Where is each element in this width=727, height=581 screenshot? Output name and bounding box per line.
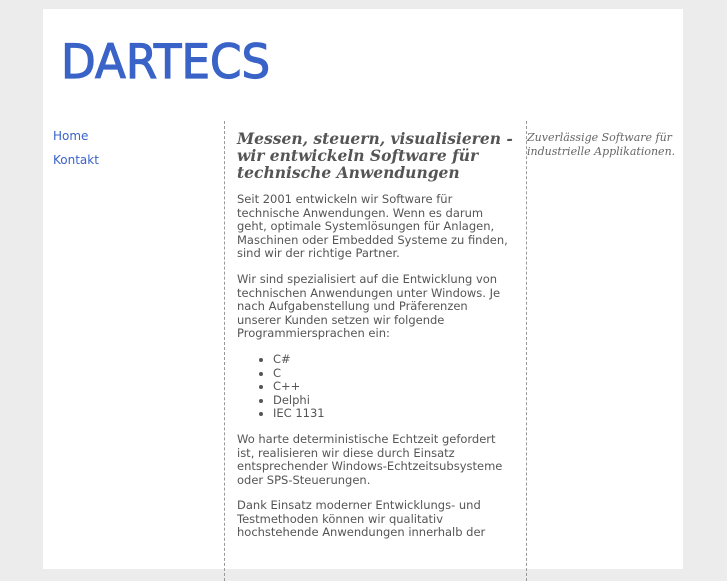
realtime-paragraph: Wo harte deterministische Echtzeit gefordert ist, realisieren wir diese durch Einsatz entsprechender Windows-Echtzeitsubsysteme oder SPS-Steuerungen. xyxy=(237,431,503,487)
intro-paragraph: Seit 2001 entwickeln wir Software für technische Anwendungen. Wenn es darum geht, optimale Systemlösungen für Anlagen, Maschinen oder Embedded Systeme zu finden, sind wir der richtige Partner. xyxy=(237,192,508,261)
language-list xyxy=(237,353,514,421)
page-container xyxy=(43,9,683,569)
quality-paragraph: Dank Einsatz moderner Entwicklungs- und Testmethoden können wir qualitativ hochstehende Anwendungen innerhalb der xyxy=(237,498,486,540)
main-navigation xyxy=(53,129,213,177)
list-item: • IEC 1131 xyxy=(273,407,514,421)
list-item: • C xyxy=(273,367,514,381)
list-item: • C# xyxy=(273,353,514,367)
page-heading: Messen, steuern, visualisieren - wir entwickeln Software für technische Anwendungen xyxy=(237,129,513,182)
specialization-paragraph: Wir sind spezialisiert auf die Entwicklung von technischen Anwendungen unter Windows. Je nach Aufgabenstellung und Präferenzen unserer Kunden setzen wir folgende Programmiersprachen ein: xyxy=(237,271,501,341)
site-logo[interactable]: DARTECS xyxy=(61,35,271,90)
sidebar-tagline: Zuverlässige Software für industrielle Applikationen. xyxy=(527,131,676,158)
list-item: • Delphi xyxy=(273,394,514,408)
list-item: • C++ xyxy=(273,380,514,394)
nav-link-kontakt[interactable]: Kontakt xyxy=(53,153,99,167)
nav-link-home[interactable]: Home xyxy=(53,129,89,143)
main-content xyxy=(224,121,527,581)
